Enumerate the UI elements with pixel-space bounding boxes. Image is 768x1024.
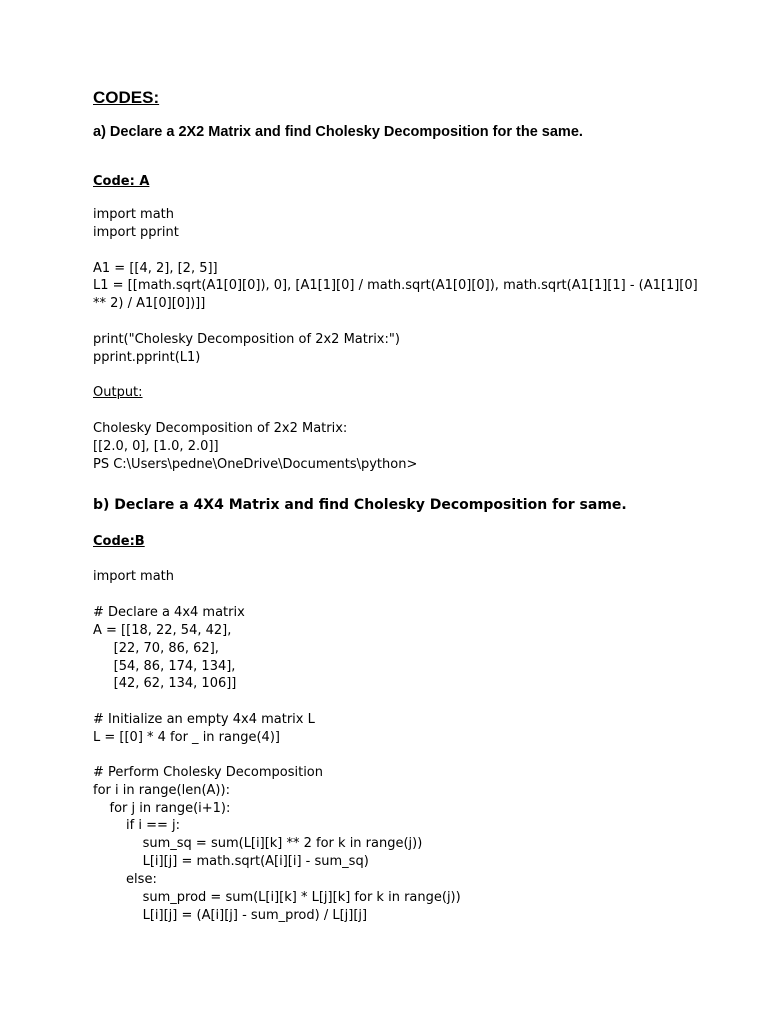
- code-line: L[i][j] = math.sqrt(A[i][i] - sum_sq): [93, 854, 369, 869]
- code-line: else:: [93, 872, 157, 887]
- code-line: L = [[0] * 4 for _ in range(4)]: [93, 730, 280, 745]
- code-line: L[i][j] = (A[i][j] - sum_prod) / L[j][j]: [93, 908, 368, 923]
- code-line: for i in range(len(A)):: [93, 783, 230, 798]
- code-line: import pprint: [93, 225, 179, 240]
- code-line: A = [[18, 22, 54, 42],: [93, 623, 232, 638]
- code-line: sum_sq = sum(L[i][k] ** 2 for k in range(j)): [93, 836, 423, 851]
- code-line: import math: [93, 569, 175, 584]
- code-line: print("Cholesky Decomposition of 2x2 Matrix:"): [93, 332, 400, 347]
- output-line: Cholesky Decomposition of 2x2 Matrix:: [93, 421, 348, 436]
- code-line: sum_prod = sum(L[i][k] * L[j][k] for k in range(j)): [93, 890, 461, 905]
- output-label: Output:: [93, 385, 143, 400]
- code-line: [54, 86, 174, 134],: [93, 659, 236, 674]
- code-line: [22, 70, 86, 62],: [93, 641, 219, 656]
- code-line: L1 = [[math.sqrt(A1[0][0]), 0], [A1[1][0] / math.sqrt(A1[0][0]), math.sqrt(A1[1][1] - (A1[1][0]: [93, 278, 698, 293]
- code-line: pprint.pprint(L1): [93, 350, 201, 365]
- page-heading: CODES:: [93, 88, 160, 107]
- code-line: # Perform Cholesky Decomposition: [93, 765, 323, 780]
- code-line: [42, 62, 134, 106]]: [93, 676, 237, 691]
- code-b-label: Code:B: [93, 534, 145, 549]
- question-b: b) Declare a 4X4 Matrix and find Cholesky Decomposition for same.: [93, 497, 627, 513]
- code-line: import math: [93, 207, 175, 222]
- output-line: PS C:\Users\pedne\OneDrive\Documents\python>: [93, 457, 418, 472]
- code-line: # Initialize an empty 4x4 matrix L: [93, 712, 315, 727]
- code-line: ** 2) / A1[0][0])]]: [93, 296, 206, 311]
- output-line: [[2.0, 0], [1.0, 2.0]]: [93, 439, 219, 454]
- code-a-label: Code: A: [93, 174, 150, 189]
- code-line: for j in range(i+1):: [93, 801, 231, 816]
- question-a: a) Declare a 2X2 Matrix and find Cholesky Decomposition for the same.: [93, 124, 583, 140]
- code-line: A1 = [[4, 2], [2, 5]]: [93, 261, 218, 276]
- code-line: if i == j:: [93, 818, 181, 833]
- code-line: # Declare a 4x4 matrix: [93, 605, 245, 620]
